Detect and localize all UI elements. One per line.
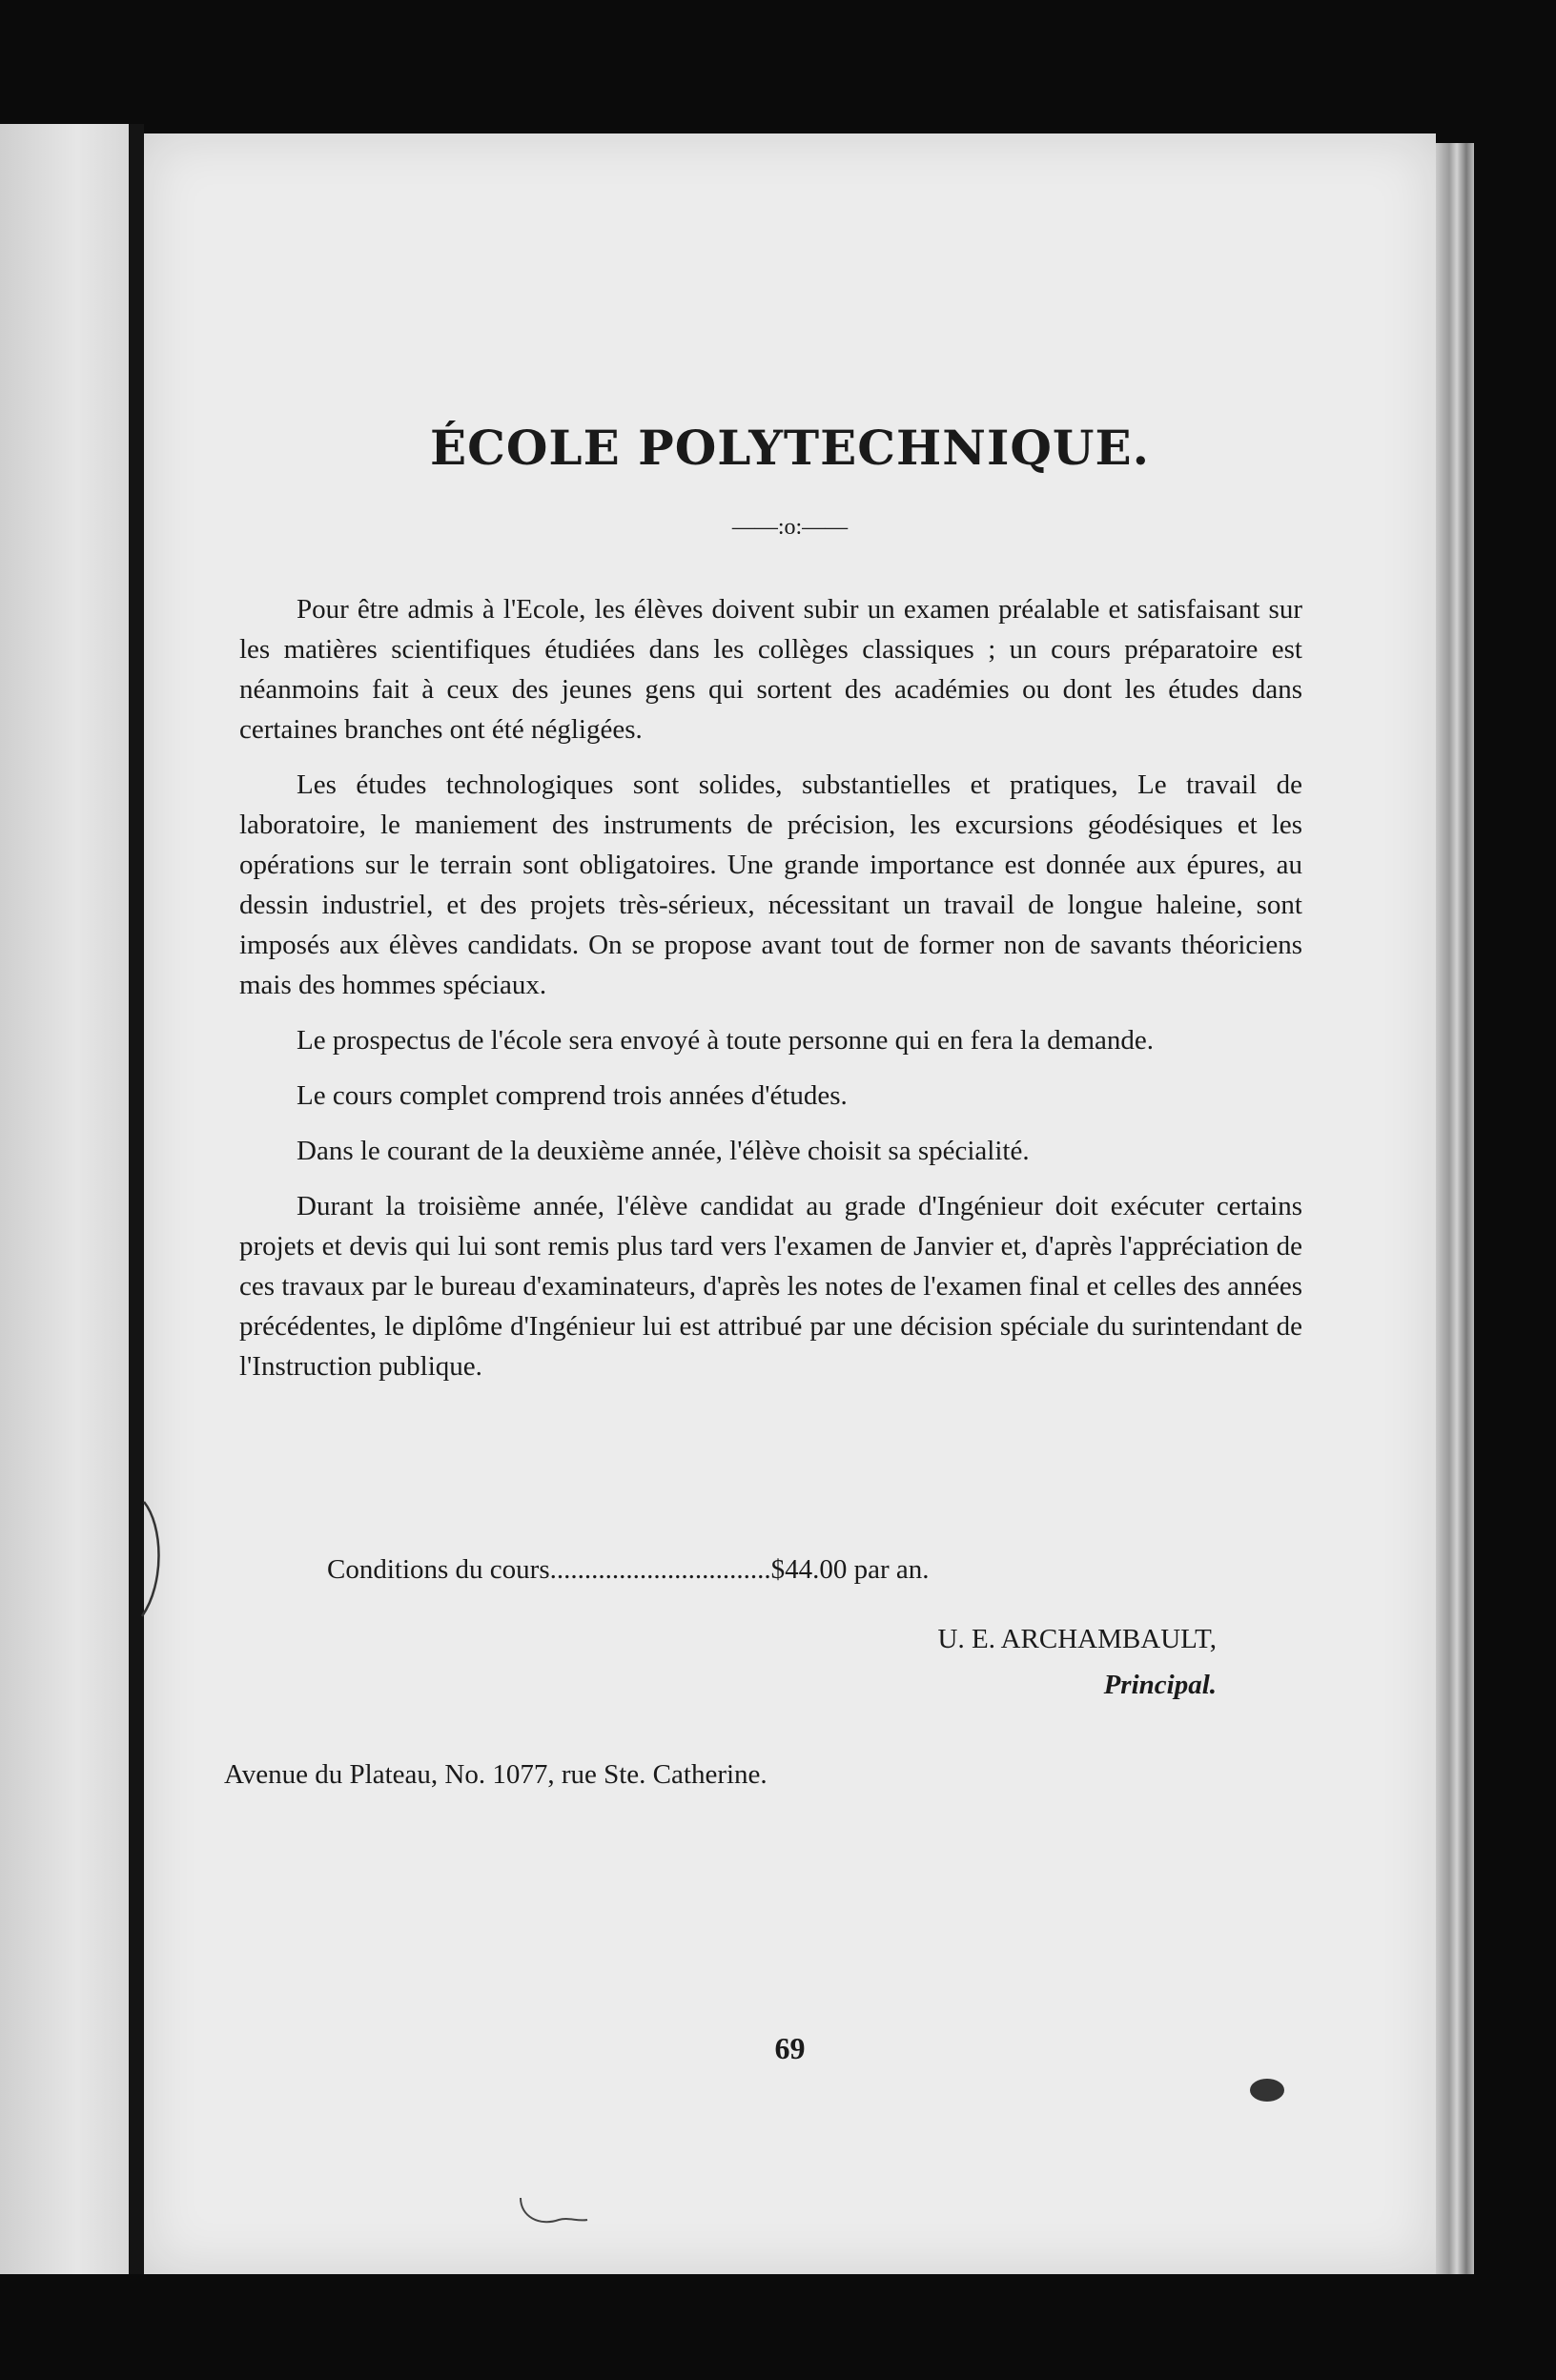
signature-block — [938, 1616, 1217, 1708]
body-text — [239, 589, 1302, 1402]
facing-page-edge — [0, 124, 129, 2274]
pencil-bracket-mark — [134, 1497, 173, 1621]
page-stack-edge — [1436, 143, 1474, 2274]
paragraph-specialty: Dans le courant de la deuxième année, l'élève choisit sa spécialité. — [297, 1136, 1030, 1166]
document-page — [144, 133, 1436, 2274]
course-conditions: Conditions du cours................................$44.00 par an. — [327, 1554, 930, 1585]
paragraph-admission: Pour être admis à l'Ecole, les élèves doivent subir un examen préalable et satisfaisant sur les matières scientifiques étudiées dans les collèges classiques ; un cours préparatoire est néanmoins fait à ceux des jeunes gens qui sortent des académies ou dont les études dans certaines branches ont été négligées. — [239, 594, 1302, 745]
signature-name: U. E. ARCHAMBAULT, — [937, 1624, 1217, 1654]
book-gutter — [129, 124, 144, 2274]
paragraph-studies: Les études technologiques sont solides, substantielles et pratiques, Le travail de laboratoire, le maniement des instruments de précision, les excursions géodésiques et les opérations sur le terrain sont obligatoires. Une grande importance est donnée aux épures, au dessin industriel, et des projets très-sérieux, nécessitant un travail de longue haleine, sont imposés aux élèves candidats. On se propose avant tout de former non de savants théoriciens mais des hommes spéciaux. — [239, 769, 1302, 1000]
page-number: 69 — [774, 2031, 806, 2065]
ink-blot — [1250, 2079, 1284, 2102]
signature-role: Principal. — [1103, 1670, 1217, 1700]
paragraph-prospectus: Le prospectus de l'école sera envoyé à toute personne qui en fera la demande. — [297, 1025, 1154, 1056]
page-title: ÉCOLE POLYTECHNIQUE. — [429, 420, 1151, 476]
pencil-squiggle-mark — [516, 2193, 592, 2231]
paragraph-course-length: Le cours complet comprend trois années d'études. — [297, 1080, 848, 1111]
school-address: Avenue du Plateau, No. 1077, rue Ste. Catherine. — [224, 1759, 768, 1790]
paragraph-diploma: Durant la troisième année, l'élève candidat au grade d'Ingénieur doit exécuter certains projets et devis qui lui sont remis plus tard vers l'examen de Janvier et, d'après l'appréciation de ces travaux par le bureau d'examinateurs, d'après les notes de l'examen final et celles des années précédentes, le diplôme d'Ingénieur lui est attribué par une décision spéciale du surintendant de l'Instruction publique. — [239, 1191, 1302, 1382]
title-ornament: ——:o:—— — [731, 515, 849, 540]
